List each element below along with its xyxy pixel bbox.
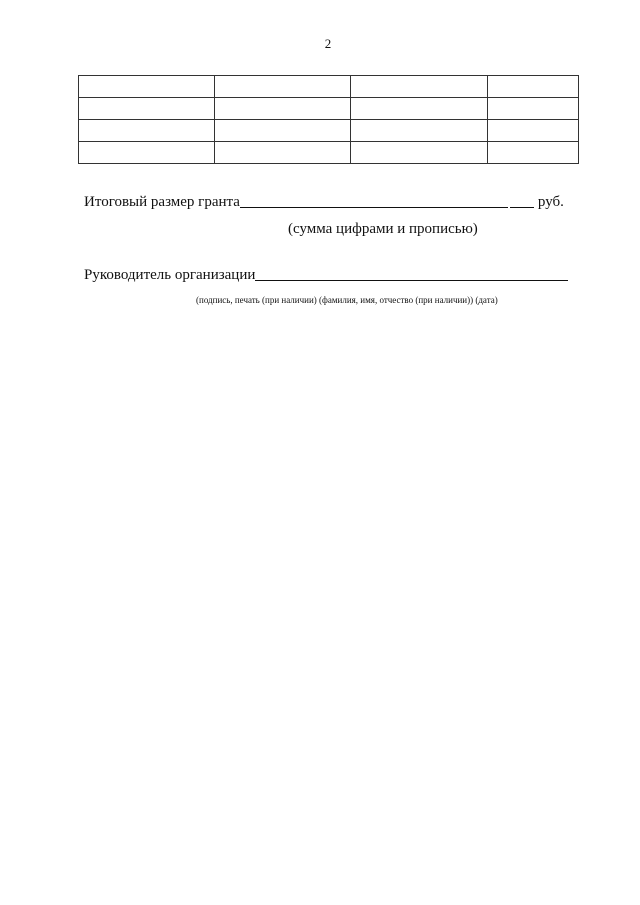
grant-amount-hint: (сумма цифрами и прописью)	[288, 221, 478, 237]
table-cell	[351, 142, 488, 164]
table-cell	[215, 98, 351, 120]
director-row	[84, 266, 568, 284]
table-row	[79, 142, 579, 164]
table-cell	[488, 98, 579, 120]
table-cell	[488, 120, 579, 142]
grant-currency-label: руб.	[537, 194, 564, 210]
table-cell	[79, 142, 215, 164]
table-row	[79, 120, 579, 142]
table-cell	[215, 142, 351, 164]
grant-amount-blank[interactable]	[240, 193, 508, 208]
table-row	[79, 98, 579, 120]
table-cell	[215, 76, 351, 98]
table-cell	[488, 142, 579, 164]
table-cell	[215, 120, 351, 142]
page-number: 2	[324, 36, 332, 51]
grant-amount-row	[84, 193, 568, 211]
table-cell	[488, 76, 579, 98]
empty-table	[78, 75, 579, 164]
table-cell	[351, 98, 488, 120]
table-row	[79, 76, 579, 98]
grant-amount-label: Итоговый размер гранта	[84, 194, 240, 210]
grant-kopeck-blank[interactable]	[510, 193, 534, 208]
table-cell	[79, 120, 215, 142]
table-cell	[79, 76, 215, 98]
director-signature-hint: (подпись, печать (при наличии) (фамилия, имя, отчество (при наличии)) (дата)	[196, 295, 498, 305]
table-cell	[351, 76, 488, 98]
table-cell	[351, 120, 488, 142]
director-signature-blank[interactable]	[255, 266, 568, 281]
table-cell	[79, 98, 215, 120]
director-label: Руководитель организации	[84, 267, 256, 283]
